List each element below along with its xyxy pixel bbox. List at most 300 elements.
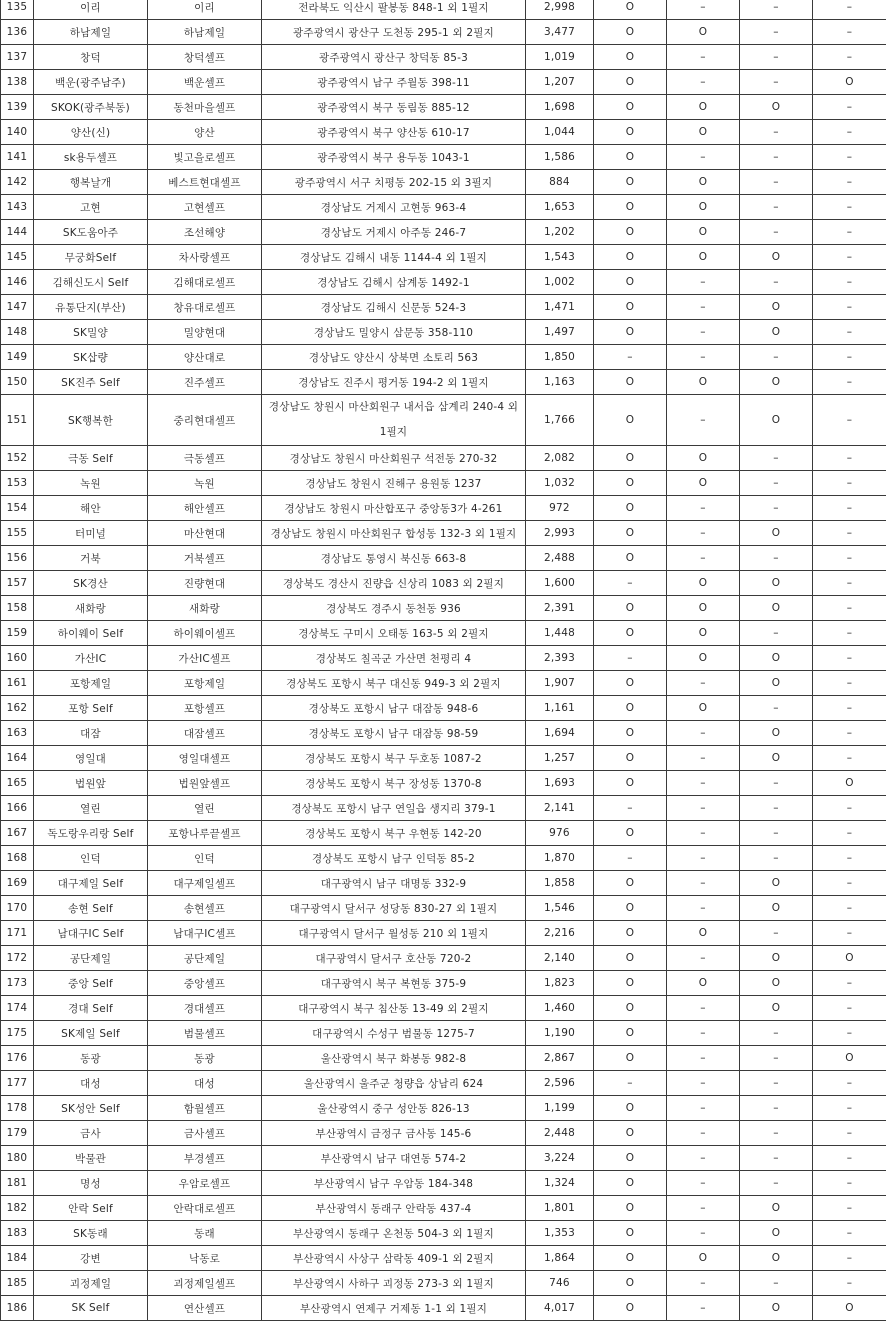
area-cell: 1,032 [526, 471, 594, 496]
station-name-cell: 대구제일 Self [34, 871, 148, 896]
mark-col-3-cell: O [740, 1246, 813, 1271]
station-name-cell: 박물관 [34, 1146, 148, 1171]
mark-col-2-cell: – [667, 320, 740, 345]
table-row [1, 646, 886, 671]
mark-col-1-cell: O [594, 395, 667, 446]
table-row [1, 671, 886, 696]
station-name-cell: 무궁화Self [34, 245, 148, 270]
self-station-name-cell: 해안셀프 [148, 496, 262, 521]
table-row [1, 120, 886, 145]
station-name-cell: 극동 Self [34, 446, 148, 471]
mark-col-4-cell: – [813, 295, 886, 320]
self-station-name-cell: 동천마을셀프 [148, 95, 262, 120]
mark-col-2-cell: – [667, 671, 740, 696]
station-name-cell: 새화랑 [34, 596, 148, 621]
self-station-name-cell: 창덕셀프 [148, 45, 262, 70]
mark-col-1-cell: O [594, 270, 667, 295]
address-cell: 대구광역시 북구 복현동 375-9 [262, 971, 526, 996]
area-cell: 1,823 [526, 971, 594, 996]
mark-col-1-cell: O [594, 1271, 667, 1296]
table-row [1, 1146, 886, 1171]
mark-col-2-cell: – [667, 1296, 740, 1321]
self-station-name-cell: 마산현대 [148, 521, 262, 546]
mark-col-1-cell: O [594, 971, 667, 996]
table-row [1, 871, 886, 896]
mark-col-3-cell: – [740, 1271, 813, 1296]
area-cell: 884 [526, 170, 594, 195]
mark-col-3-cell: – [740, 1121, 813, 1146]
address-cell: 대구광역시 달서구 호산동 720-2 [262, 946, 526, 971]
mark-col-4-cell: – [813, 1021, 886, 1046]
area-cell: 1,324 [526, 1171, 594, 1196]
mark-col-2-cell: O [667, 120, 740, 145]
table-row [1, 1096, 886, 1121]
area-cell: 1,586 [526, 145, 594, 170]
mark-col-3-cell: – [740, 921, 813, 946]
mark-col-2-cell: – [667, 871, 740, 896]
station-name-cell: 열린 [34, 796, 148, 821]
mark-col-1-cell: O [594, 746, 667, 771]
row-number-cell: 135 [1, 0, 34, 20]
table-row [1, 721, 886, 746]
mark-col-4-cell: – [813, 471, 886, 496]
station-name-cell: SK성안 Self [34, 1096, 148, 1121]
mark-col-1-cell: – [594, 796, 667, 821]
mark-col-2-cell: O [667, 446, 740, 471]
address-cell: 경상북도 포항시 북구 우현동 142-20 [262, 821, 526, 846]
mark-col-2-cell: O [667, 646, 740, 671]
mark-col-2-cell: – [667, 145, 740, 170]
mark-col-3-cell: O [740, 646, 813, 671]
mark-col-2-cell: – [667, 1046, 740, 1071]
address-cell: 경상북도 포항시 북구 두호동 1087-2 [262, 746, 526, 771]
table-row [1, 245, 886, 270]
row-number-cell: 141 [1, 145, 34, 170]
mark-col-4-cell: – [813, 195, 886, 220]
mark-col-1-cell: O [594, 1196, 667, 1221]
mark-col-1-cell: O [594, 1171, 667, 1196]
area-cell: 1,460 [526, 996, 594, 1021]
row-number-cell: 149 [1, 345, 34, 370]
address-cell: 광주광역시 남구 주월동 398-11 [262, 70, 526, 95]
area-cell: 2,596 [526, 1071, 594, 1096]
self-station-name-cell: 부경셀프 [148, 1146, 262, 1171]
mark-col-2-cell: – [667, 846, 740, 871]
mark-col-1-cell: O [594, 145, 667, 170]
self-station-name-cell: 빛고을로셀프 [148, 145, 262, 170]
row-number-cell: 159 [1, 621, 34, 646]
station-name-cell: 동광 [34, 1046, 148, 1071]
mark-col-4-cell: – [813, 746, 886, 771]
mark-col-1-cell: O [594, 1146, 667, 1171]
mark-col-4-cell: – [813, 546, 886, 571]
mark-col-3-cell: – [740, 471, 813, 496]
mark-col-1-cell: O [594, 871, 667, 896]
mark-col-2-cell: – [667, 546, 740, 571]
area-cell: 2,140 [526, 946, 594, 971]
self-station-name-cell: 포항제일 [148, 671, 262, 696]
mark-col-4-cell: – [813, 270, 886, 295]
address-cell: 부산광역시 동래구 온천동 504-3 외 1필지 [262, 1221, 526, 1246]
mark-col-2-cell: – [667, 746, 740, 771]
area-cell: 2,448 [526, 1121, 594, 1146]
address-cell: 전라북도 익산시 팔봉동 848-1 외 1필지 [262, 0, 526, 20]
mark-col-3-cell: – [740, 446, 813, 471]
mark-col-2-cell: – [667, 1071, 740, 1096]
mark-col-2-cell: O [667, 245, 740, 270]
self-station-name-cell: 백운셀프 [148, 70, 262, 95]
row-number-cell: 140 [1, 120, 34, 145]
mark-col-1-cell: – [594, 345, 667, 370]
station-name-cell: 백운(광주남주) [34, 70, 148, 95]
self-station-name-cell: 김해대로셀프 [148, 270, 262, 295]
station-name-cell: 금사 [34, 1121, 148, 1146]
row-number-cell: 150 [1, 370, 34, 395]
mark-col-3-cell: – [740, 1146, 813, 1171]
station-name-cell: 영일대 [34, 746, 148, 771]
self-station-name-cell: 대구제일셀프 [148, 871, 262, 896]
mark-col-3-cell: – [740, 345, 813, 370]
address-cell: 경상남도 창원시 마산회원구 석전동 270-32 [262, 446, 526, 471]
mark-col-3-cell: O [740, 746, 813, 771]
table-row [1, 395, 886, 446]
area-cell: 1,864 [526, 1246, 594, 1271]
row-number-cell: 152 [1, 446, 34, 471]
station-name-cell: 강변 [34, 1246, 148, 1271]
row-number-cell: 171 [1, 921, 34, 946]
mark-col-1-cell: O [594, 546, 667, 571]
mark-col-3-cell: O [740, 996, 813, 1021]
row-number-cell: 148 [1, 320, 34, 345]
row-number-cell: 170 [1, 896, 34, 921]
self-station-name-cell: 새화랑 [148, 596, 262, 621]
address-cell: 대구광역시 수성구 범물동 1275-7 [262, 1021, 526, 1046]
address-cell: 경상남도 창원시 진해구 용원동 1237 [262, 471, 526, 496]
table-row [1, 1246, 886, 1271]
mark-col-3-cell: – [740, 0, 813, 20]
mark-col-1-cell: O [594, 0, 667, 20]
mark-col-1-cell: O [594, 696, 667, 721]
address-cell: 부산광역시 남구 우암동 184-348 [262, 1171, 526, 1196]
mark-col-4-cell: – [813, 596, 886, 621]
table-row [1, 896, 886, 921]
table-row [1, 20, 886, 45]
area-cell: 2,488 [526, 546, 594, 571]
mark-col-3-cell: – [740, 496, 813, 521]
row-number-cell: 186 [1, 1296, 34, 1321]
mark-col-4-cell: – [813, 0, 886, 20]
row-number-cell: 179 [1, 1121, 34, 1146]
address-cell: 광주광역시 광산구 도천동 295-1 외 2필지 [262, 20, 526, 45]
station-name-cell: 독도랑우리랑 Self [34, 821, 148, 846]
area-cell: 1,766 [526, 395, 594, 446]
table-row [1, 170, 886, 195]
row-number-cell: 166 [1, 796, 34, 821]
station-name-cell: SKOK(광주북동) [34, 95, 148, 120]
area-cell: 1,497 [526, 320, 594, 345]
station-name-cell: SK삽량 [34, 345, 148, 370]
self-station-name-cell: 하이웨이셀프 [148, 621, 262, 646]
self-station-name-cell: 연산셀프 [148, 1296, 262, 1321]
area-cell: 976 [526, 821, 594, 846]
table-row [1, 521, 886, 546]
area-cell: 1,698 [526, 95, 594, 120]
mark-col-2-cell: – [667, 0, 740, 20]
mark-col-2-cell: O [667, 571, 740, 596]
area-cell: 1,190 [526, 1021, 594, 1046]
station-name-cell: 포항제일 [34, 671, 148, 696]
address-cell: 광주광역시 서구 치평동 202-15 외 3필지 [262, 170, 526, 195]
self-station-name-cell: 포항셀프 [148, 696, 262, 721]
area-cell: 1,471 [526, 295, 594, 320]
area-cell: 1,546 [526, 896, 594, 921]
mark-col-2-cell: – [667, 1271, 740, 1296]
station-name-cell: SK행복한 [34, 395, 148, 446]
area-cell: 1,202 [526, 220, 594, 245]
mark-col-3-cell: – [740, 20, 813, 45]
table-row [1, 471, 886, 496]
mark-col-1-cell: O [594, 1046, 667, 1071]
station-name-cell: 창덕 [34, 45, 148, 70]
mark-col-3-cell: – [740, 546, 813, 571]
area-cell: 1,653 [526, 195, 594, 220]
station-name-cell: 녹원 [34, 471, 148, 496]
mark-col-1-cell: O [594, 1121, 667, 1146]
mark-col-4-cell: – [813, 245, 886, 270]
address-cell: 부산광역시 사하구 괴정동 273-3 외 1필지 [262, 1271, 526, 1296]
self-station-name-cell: 양산대로 [148, 345, 262, 370]
station-name-cell: SK밀양 [34, 320, 148, 345]
mark-col-3-cell: O [740, 320, 813, 345]
self-station-name-cell: 베스트현대셀프 [148, 170, 262, 195]
row-number-cell: 185 [1, 1271, 34, 1296]
row-number-cell: 147 [1, 295, 34, 320]
mark-col-3-cell: O [740, 245, 813, 270]
mark-col-2-cell: – [667, 896, 740, 921]
row-number-cell: 180 [1, 1146, 34, 1171]
address-cell: 경상남도 통영시 북신동 663-8 [262, 546, 526, 571]
self-station-name-cell: 창유대로셀프 [148, 295, 262, 320]
table-row [1, 946, 886, 971]
mark-col-4-cell: – [813, 871, 886, 896]
mark-col-1-cell: O [594, 946, 667, 971]
self-station-name-cell: 극동셀프 [148, 446, 262, 471]
station-name-cell: SK경산 [34, 571, 148, 596]
row-number-cell: 143 [1, 195, 34, 220]
area-cell: 1,257 [526, 746, 594, 771]
mark-col-4-cell: – [813, 395, 886, 446]
row-number-cell: 172 [1, 946, 34, 971]
table-row [1, 1271, 886, 1296]
mark-col-4-cell: – [813, 1071, 886, 1096]
row-number-cell: 167 [1, 821, 34, 846]
mark-col-2-cell: – [667, 946, 740, 971]
address-cell: 경상북도 포항시 남구 대잠동 98-59 [262, 721, 526, 746]
address-cell: 경상남도 김해시 신문동 524-3 [262, 295, 526, 320]
self-station-name-cell: 송현셀프 [148, 896, 262, 921]
mark-col-3-cell: – [740, 1071, 813, 1096]
mark-col-2-cell: – [667, 1171, 740, 1196]
self-station-name-cell: 하남제일 [148, 20, 262, 45]
mark-col-2-cell: O [667, 220, 740, 245]
station-name-cell: 포항 Self [34, 696, 148, 721]
address-cell: 울산광역시 중구 성안동 826-13 [262, 1096, 526, 1121]
row-number-cell: 157 [1, 571, 34, 596]
table-row [1, 621, 886, 646]
station-name-cell: SK동래 [34, 1221, 148, 1246]
mark-col-1-cell: O [594, 1296, 667, 1321]
table-row [1, 1171, 886, 1196]
mark-col-3-cell: O [740, 521, 813, 546]
row-number-cell: 173 [1, 971, 34, 996]
mark-col-3-cell: – [740, 270, 813, 295]
self-station-name-cell: 대잠셀프 [148, 721, 262, 746]
mark-col-2-cell: – [667, 796, 740, 821]
area-cell: 2,393 [526, 646, 594, 671]
address-cell: 경상남도 김해시 삼계동 1492-1 [262, 270, 526, 295]
row-number-cell: 136 [1, 20, 34, 45]
mark-col-2-cell: O [667, 195, 740, 220]
table-row [1, 971, 886, 996]
area-cell: 1,448 [526, 621, 594, 646]
station-name-cell: SK진주 Self [34, 370, 148, 395]
table-row [1, 70, 886, 95]
mark-col-3-cell: – [740, 1021, 813, 1046]
area-cell: 2,867 [526, 1046, 594, 1071]
mark-col-2-cell: – [667, 1196, 740, 1221]
station-name-cell: 양산(신) [34, 120, 148, 145]
mark-col-4-cell: – [813, 821, 886, 846]
area-cell: 2,998 [526, 0, 594, 20]
self-station-name-cell: 함월셀프 [148, 1096, 262, 1121]
row-number-cell: 177 [1, 1071, 34, 1096]
area-cell: 1,870 [526, 846, 594, 871]
mark-col-4-cell: – [813, 646, 886, 671]
station-name-cell: 중앙 Self [34, 971, 148, 996]
mark-col-4-cell: – [813, 220, 886, 245]
mark-col-1-cell: – [594, 571, 667, 596]
mark-col-3-cell: O [740, 295, 813, 320]
mark-col-4-cell: – [813, 621, 886, 646]
mark-col-1-cell: O [594, 771, 667, 796]
mark-col-4-cell: – [813, 370, 886, 395]
address-cell: 광주광역시 북구 동림동 885-12 [262, 95, 526, 120]
mark-col-3-cell: – [740, 1171, 813, 1196]
mark-col-4-cell: – [813, 95, 886, 120]
address-cell: 경상북도 포항시 북구 대신동 949-3 외 2필지 [262, 671, 526, 696]
table-row [1, 1296, 886, 1321]
mark-col-4-cell: – [813, 896, 886, 921]
self-station-name-cell: 법원앞셀프 [148, 771, 262, 796]
station-name-cell: 유통단지(부산) [34, 295, 148, 320]
self-station-name-cell: 금사셀프 [148, 1121, 262, 1146]
self-station-name-cell: 공단제일 [148, 946, 262, 971]
mark-col-1-cell: O [594, 896, 667, 921]
area-cell: 2,993 [526, 521, 594, 546]
address-cell: 경상북도 포항시 북구 장성동 1370-8 [262, 771, 526, 796]
row-number-cell: 164 [1, 746, 34, 771]
row-number-cell: 183 [1, 1221, 34, 1246]
self-station-name-cell: 대성 [148, 1071, 262, 1096]
mark-col-2-cell: O [667, 971, 740, 996]
mark-col-1-cell: O [594, 195, 667, 220]
self-station-name-cell: 안락대로셀프 [148, 1196, 262, 1221]
self-station-name-cell: 포항나루끝셀프 [148, 821, 262, 846]
station-name-cell: 김해신도시 Self [34, 270, 148, 295]
table-row [1, 1021, 886, 1046]
mark-col-4-cell: – [813, 1171, 886, 1196]
area-cell: 1,858 [526, 871, 594, 896]
area-cell: 1,907 [526, 671, 594, 696]
self-station-name-cell: 동래 [148, 1221, 262, 1246]
station-name-cell: 이리 [34, 0, 148, 20]
row-number-cell: 158 [1, 596, 34, 621]
mark-col-2-cell: – [667, 395, 740, 446]
row-number-cell: 144 [1, 220, 34, 245]
mark-col-3-cell: – [740, 846, 813, 871]
address-cell: 경상남도 밀양시 삼문동 358-110 [262, 320, 526, 345]
address-cell: 대구광역시 달서구 성당동 830-27 외 1필지 [262, 896, 526, 921]
mark-col-1-cell: O [594, 70, 667, 95]
area-cell: 1,199 [526, 1096, 594, 1121]
mark-col-1-cell: O [594, 821, 667, 846]
self-station-name-cell: 밀양현대 [148, 320, 262, 345]
mark-col-1-cell: O [594, 921, 667, 946]
table-row [1, 996, 886, 1021]
row-number-cell: 142 [1, 170, 34, 195]
mark-col-3-cell: – [740, 1096, 813, 1121]
mark-col-1-cell: O [594, 245, 667, 270]
mark-col-2-cell: – [667, 721, 740, 746]
self-station-name-cell: 낙동로 [148, 1246, 262, 1271]
mark-col-1-cell: O [594, 1221, 667, 1246]
mark-col-1-cell: O [594, 1246, 667, 1271]
mark-col-1-cell: O [594, 671, 667, 696]
mark-col-4-cell: – [813, 571, 886, 596]
self-station-name-cell: 영일대셀프 [148, 746, 262, 771]
table-row [1, 546, 886, 571]
address-cell: 경상북도 경산시 진량읍 신상리 1083 외 2필지 [262, 571, 526, 596]
address-cell: 경상남도 양산시 상북면 소토리 563 [262, 345, 526, 370]
station-name-cell: 하남제일 [34, 20, 148, 45]
station-name-cell: 공단제일 [34, 946, 148, 971]
station-name-cell: 행복날개 [34, 170, 148, 195]
row-number-cell: 181 [1, 1171, 34, 1196]
table-row [1, 446, 886, 471]
station-name-cell: 대성 [34, 1071, 148, 1096]
table-row [1, 1046, 886, 1071]
mark-col-4-cell: – [813, 671, 886, 696]
mark-col-2-cell: – [667, 270, 740, 295]
mark-col-2-cell: – [667, 821, 740, 846]
mark-col-3-cell: – [740, 621, 813, 646]
table-row [1, 1221, 886, 1246]
mark-col-1-cell: O [594, 1096, 667, 1121]
address-cell: 부산광역시 사상구 삼락동 409-1 외 2필지 [262, 1246, 526, 1271]
mark-col-4-cell: – [813, 1221, 886, 1246]
address-cell: 경상남도 창원시 마산합포구 중앙동3가 4-261 [262, 496, 526, 521]
mark-col-2-cell: O [667, 471, 740, 496]
mark-col-2-cell: – [667, 996, 740, 1021]
mark-col-4-cell: O [813, 771, 886, 796]
mark-col-3-cell: O [740, 370, 813, 395]
address-cell: 경상북도 포항시 남구 연일읍 생지리 379-1 [262, 796, 526, 821]
self-station-name-cell: 동광 [148, 1046, 262, 1071]
self-station-name-cell: 진주셀프 [148, 370, 262, 395]
area-cell: 1,801 [526, 1196, 594, 1221]
mark-col-4-cell: – [813, 696, 886, 721]
row-number-cell: 137 [1, 45, 34, 70]
